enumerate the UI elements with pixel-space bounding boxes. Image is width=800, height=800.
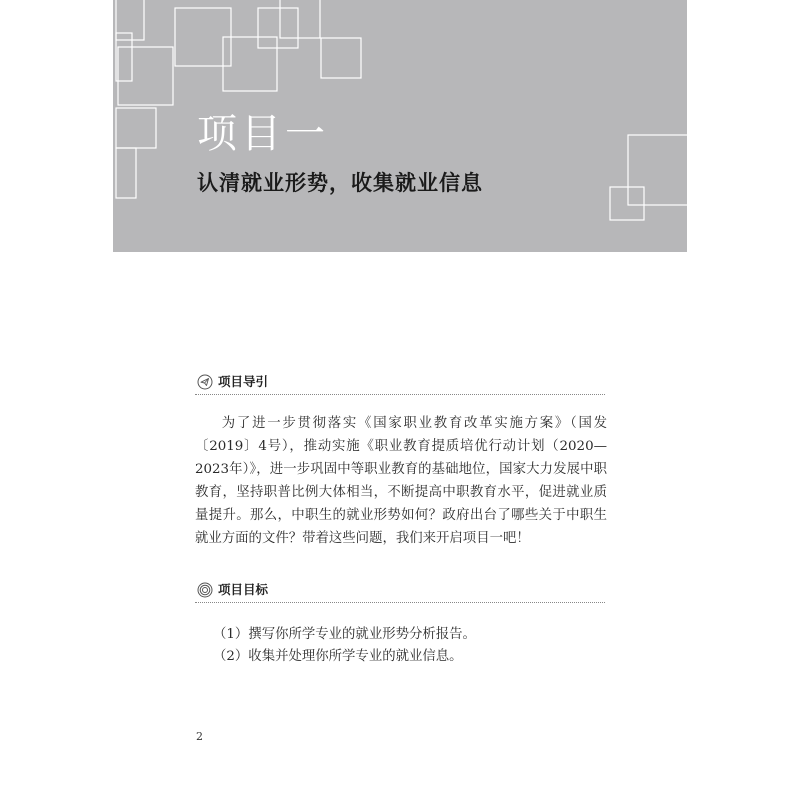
section-heading-label: 项目目标 <box>218 582 269 597</box>
section-heading-guide <box>195 372 605 395</box>
section-heading-label: 项目导引 <box>218 374 269 389</box>
paper-plane-icon <box>197 374 213 390</box>
goal-item: （1）撰写你所学专业的就业形势分析报告。 <box>213 627 476 642</box>
target-icon <box>197 582 213 598</box>
page-number: 2 <box>196 730 203 743</box>
chapter-title: 项目一 <box>197 111 329 157</box>
goal-item: （2）收集并处理你所学专业的就业信息。 <box>213 649 463 664</box>
guide-paragraph: 为了进一步贯彻落实《国家职业教育改革实施方案》（国发〔2019〕4号），推动实施《职业教育提质培优行动计划（2020—2023年）》，进一步巩固中等职业教育的基础地位，国家大力发展中职教育，坚持职普比例大体相当，不断提高中职教育水平，促进就业质量提升。那么，中职生的就业形势如何？政府出台了哪些关于中职生就业方面的文件？带着这些问题，我们来开启项目一吧！ <box>195 416 607 546</box>
goals-list <box>213 624 603 668</box>
chapter-banner <box>113 0 687 252</box>
section-heading-goals <box>195 580 605 603</box>
chapter-subtitle: 认清就业形势，收集就业信息 <box>197 171 483 195</box>
